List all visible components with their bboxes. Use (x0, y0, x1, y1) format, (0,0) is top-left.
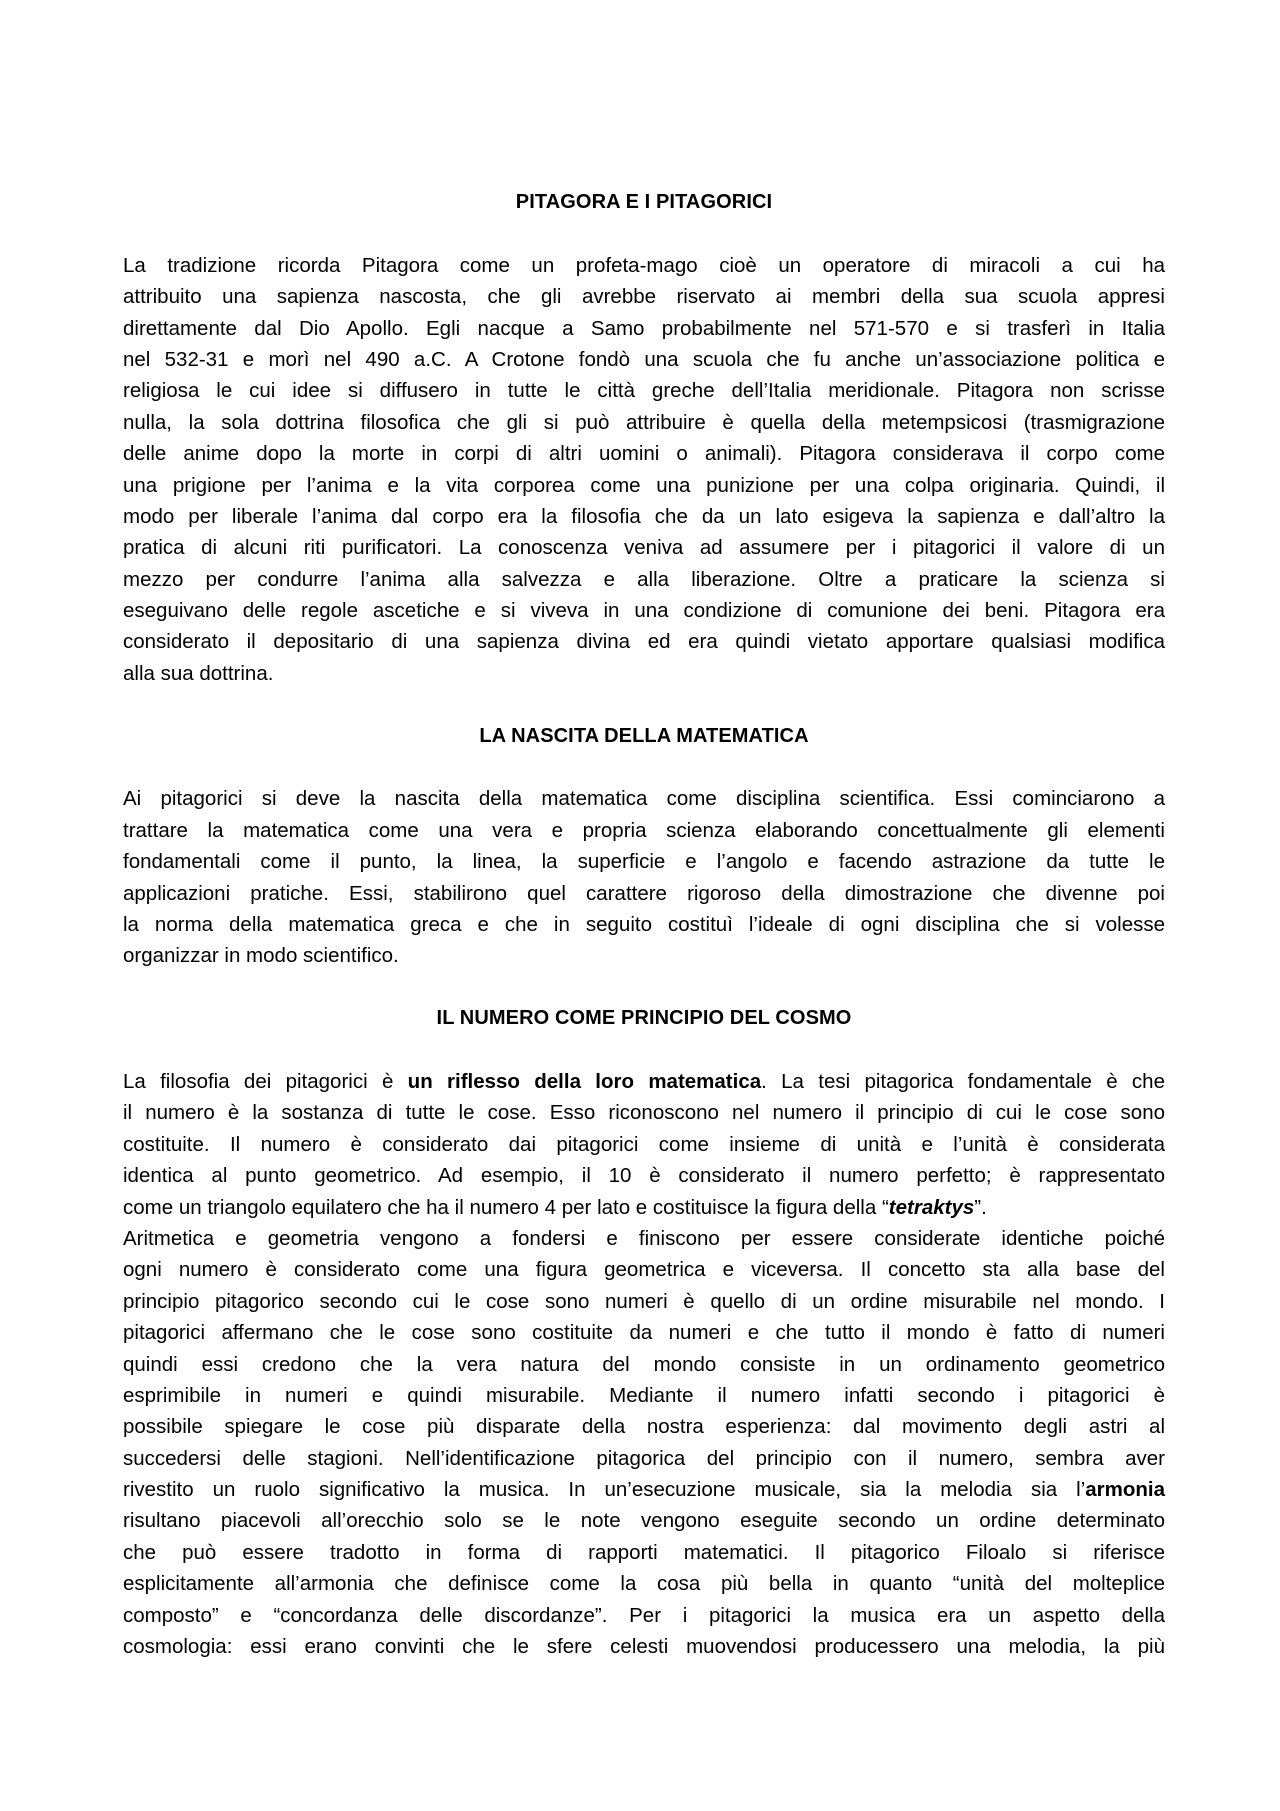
paragraph-line: quindi essi credono che la vera natura del mondo consiste in un ordinamento geometrico (123, 1352, 1165, 1376)
paragraph-line: pratica di alcuni riti purificatori. La conoscenza veniva ad assumere per i pitagorici il valore di un (123, 536, 1165, 560)
section-heading: IL NUMERO COME PRINCIPIO DEL COSMO (436, 1007, 852, 1030)
emphasis-text: un riflesso della loro matematica (407, 1069, 762, 1093)
emphasis-text: armonia (1085, 1478, 1165, 1502)
paragraph-line: direttamente dal Dio Apollo. Egli nacque a Samo probabilmente nel 571-570 e si trasferì in Italia (123, 316, 1165, 340)
paragraph-line: attribuito una sapienza nascosta, che gli avrebbe riservato ai membri della sua scuola appresi (123, 285, 1165, 309)
section-paragraph (123, 1066, 1165, 1662)
line-text: come un triangolo equilatero che ha il numero 4 per lato e costituisce la figura della “ (123, 1195, 889, 1219)
section-paragraph (123, 250, 1165, 689)
paragraph-line: modo per liberale l’anima dal corpo era la filosofia che da un lato esigeva la sapienza e dall’altro la (123, 504, 1165, 528)
paragraph-line: succedersi delle stagioni. Nell’identificazione pitagorica del principio con il numero, sembra aver (123, 1446, 1165, 1470)
section-heading: LA NASCITA DELLA MATEMATICA (479, 724, 809, 747)
paragraph-line: che può essere tradotto in forma di rapporti matematici. Il pitagorico Filoalo si riferisce (123, 1540, 1165, 1564)
paragraph-line: mezzo per condurre l’anima alla salvezza e alla liberazione. Oltre a praticare la scienza si (123, 567, 1165, 591)
section-numero-cosmo (123, 1003, 1165, 1662)
line-text: ”. (974, 1195, 987, 1219)
paragraph-line: risultano piacevoli all’orecchio solo se le note vengono eseguite secondo un ordine determinato (123, 1509, 1165, 1533)
paragraph-line: nel 532-31 e morì nel 490 a.C. A Crotone fondò una scuola che fu anche un’associazione politica e (123, 347, 1165, 371)
paragraph-line: cosmologia: essi erano convinti che le sfere celesti muovendosi producessero una melodia, la più (123, 1635, 1165, 1659)
paragraph-line: trattare la matematica come una vera e propria scienza elaborando concettualmente gli elementi (123, 818, 1165, 842)
paragraph-line: ogni numero è considerato come una figura geometrica e viceversa. Il concetto sta alla base del (123, 1258, 1165, 1282)
paragraph-line: Ai pitagorici si deve la nascita della matematica come disciplina scientifica. Essi cominciarono a (123, 787, 1165, 811)
paragraph-line: organizzar in modo scientifico. (123, 944, 399, 968)
paragraph-line (123, 1192, 1165, 1223)
paragraph-line: una prigione per l’anima e la vita corporea come una punizione per una colpa originaria. Quindi, il (123, 473, 1165, 497)
emphasis-text: tetraktys (888, 1195, 975, 1219)
paragraph-line: pitagorici affermano che le cose sono costituite da numeri e che tutto il mondo è fatto di numeri (123, 1321, 1165, 1345)
paragraph-line: esplicitamente all’armonia che definisce come la cosa più bella in quanto “unità del molteplice (123, 1572, 1165, 1596)
section-paragraph (123, 783, 1165, 971)
paragraph-line: fondamentali come il punto, la linea, la superficie e l’angolo e facendo astrazione da tutte le (123, 850, 1165, 874)
paragraph-line: considerato il depositario di una sapienza divina ed era quindi vietato apportare qualsiasi modifica (123, 630, 1165, 654)
line-text: . La tesi pitagorica fondamentale è che (761, 1069, 1165, 1093)
paragraph-line: applicazioni pratiche. Essi, stabilirono quel carattere rigoroso della dimostrazione che divenne poi (123, 881, 1165, 905)
paragraph-line: il numero è la sostanza di tutte le cose. Esso riconoscono nel numero il principio di cui le cose sono (123, 1101, 1165, 1125)
paragraph-line: identica al punto geometrico. Ad esempio, il 10 è considerato il numero perfetto; è rappresentato (123, 1164, 1165, 1188)
paragraph-line: religiosa le cui idee si diffusero in tutte le città greche dell’Italia meridionale. Pitagora non scrisse (123, 379, 1165, 403)
section-heading: PITAGORA E I PITAGORICI (515, 191, 773, 213)
paragraph-line: costituite. Il numero è considerato dai pitagorici come insieme di unità e l’unità è considerata (123, 1132, 1165, 1156)
paragraph-line: La tradizione ricorda Pitagora come un profeta-mago cioè un operatore di miracoli a cui ha (123, 253, 1165, 277)
paragraph-line (123, 1066, 1165, 1097)
line-text: rivestito un ruolo significativo la musica. In un’esecuzione musicale, sia la melodia sia l’ (123, 1478, 1086, 1502)
paragraph-line: possibile spiegare le cose più disparate della nostra esperienza: dal movimento degli astri al (123, 1415, 1165, 1439)
paragraph-line: esprimibile in numeri e quindi misurabile. Mediante il numero infatti secondo i pitagorici è (123, 1383, 1165, 1407)
paragraph-line: Aritmetica e geometria vengono a fondersi e finiscono per essere considerate identiche poiché (123, 1226, 1165, 1250)
paragraph-line: principio pitagorico secondo cui le cose sono numeri è quello di un ordine misurabile nel mondo. I (123, 1289, 1165, 1313)
line-text: La filosofia dei pitagorici è (123, 1069, 408, 1093)
paragraph-line: nulla, la sola dottrina filosofica che gli si può attribuire è quella della metempsicosi (trasmigrazione (123, 410, 1165, 434)
paragraph-line: composto” e “concordanza delle discordanze”. Per i pitagorici la musica era un aspetto della (123, 1603, 1165, 1627)
section-pitagora (123, 187, 1165, 689)
paragraph-line: alla sua dottrina. (123, 661, 274, 685)
document-body (123, 187, 1165, 1662)
section-nascita-matematica (123, 721, 1165, 972)
paragraph-line (123, 1474, 1165, 1505)
paragraph-line: eseguivano delle regole ascetiche e si viveva in una condizione di comunione dei beni. Pitagora era (123, 599, 1165, 623)
paragraph-line: delle anime dopo la morte in corpi di altri uomini o animali). Pitagora considerava il corpo come (123, 442, 1165, 466)
paragraph-line: la norma della matematica greca e che in seguito costituì l’ideale di ogni disciplina che si volesse (123, 913, 1165, 937)
